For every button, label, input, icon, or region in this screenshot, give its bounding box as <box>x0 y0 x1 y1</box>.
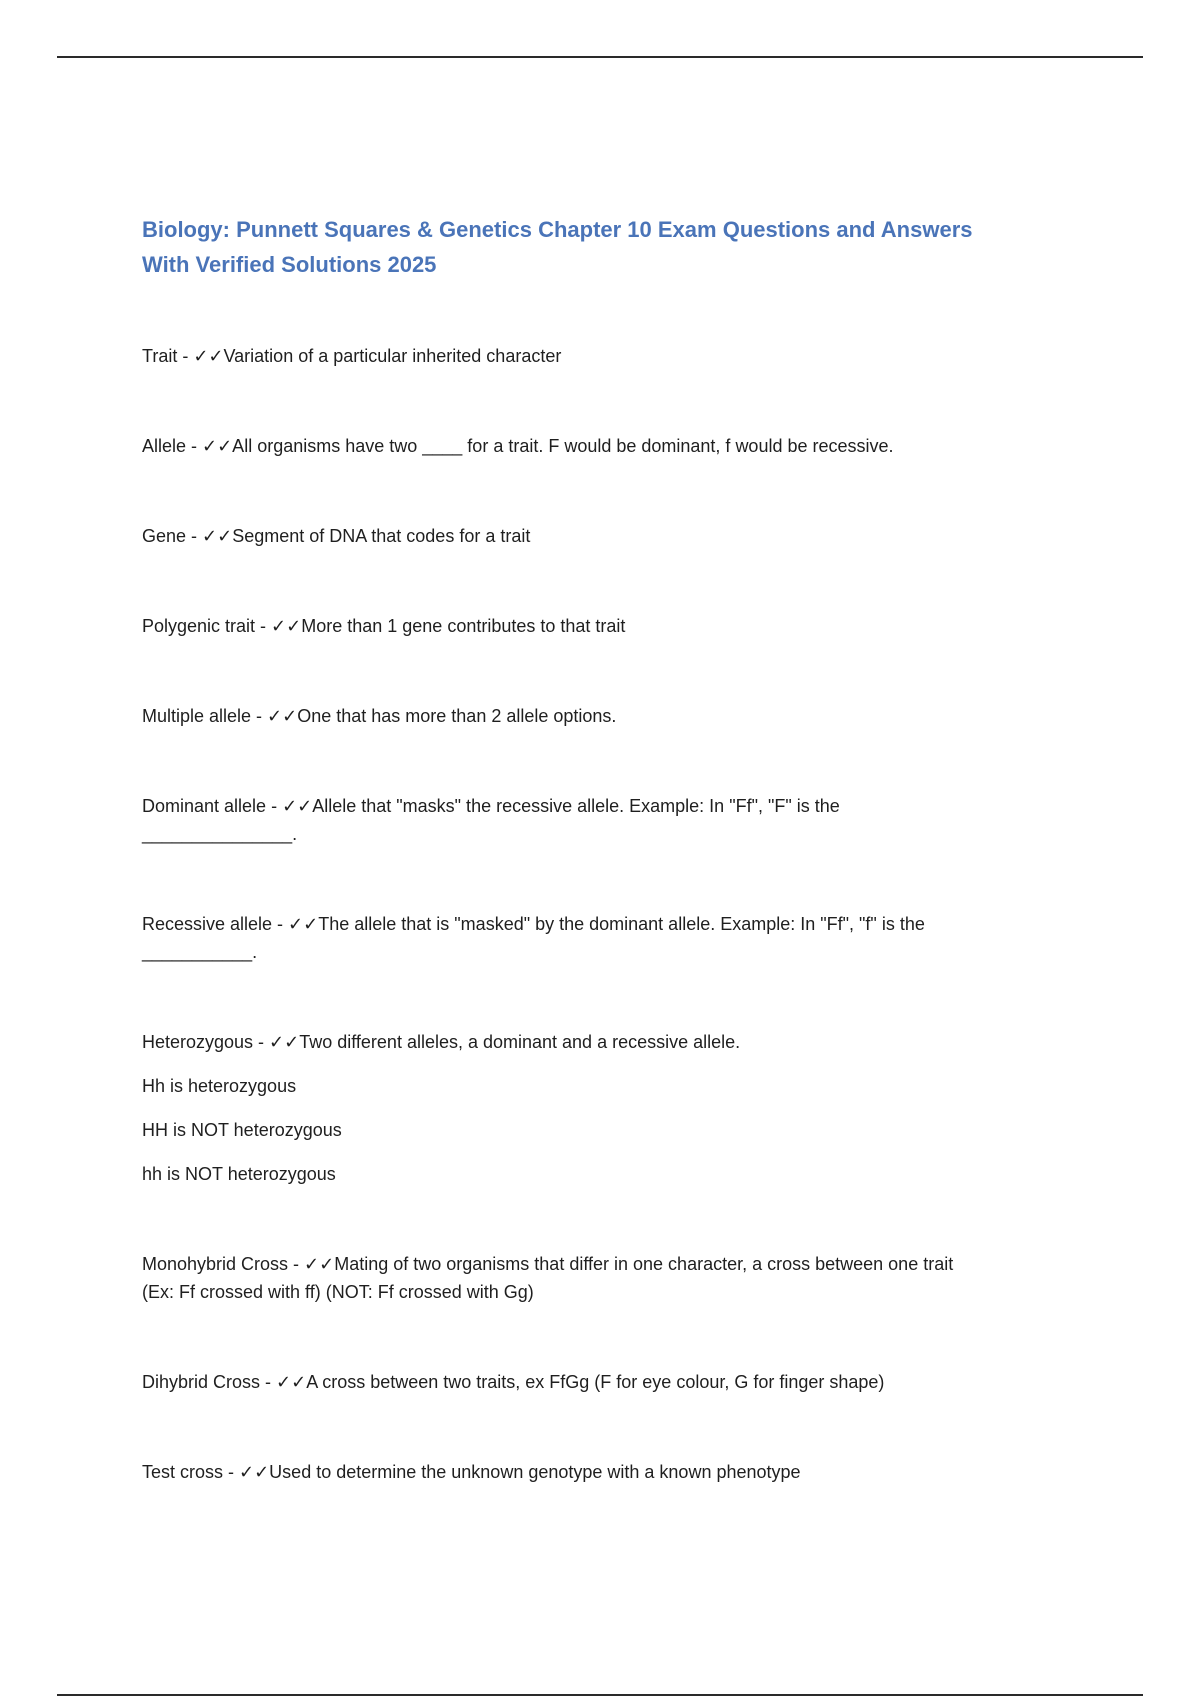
title-line-1: Biology: Punnett Squares & Genetics Chapter 10 Exam Questions and Answers <box>142 217 973 242</box>
qa-text-continued: _______________. <box>142 824 298 844</box>
qa-entry-gene <box>142 522 1072 550</box>
qa-text: Heterozygous - ✓✓Two different alleles, a dominant and a recessive allele. <box>142 1032 741 1052</box>
qa-text-continued: ___________. <box>142 942 258 962</box>
qa-text-continued: (Ex: Ff crossed with ff) (NOT: Ff crossed with Gg) <box>142 1282 534 1302</box>
qa-text: Allele - ✓✓All organisms have two ____ for a trait. F would be dominant, f would be recessive. <box>142 436 894 456</box>
qa-text: Trait - ✓✓Variation of a particular inherited character <box>142 346 562 366</box>
title-line-2: With Verified Solutions 2025 <box>142 252 437 277</box>
qa-example-line: Hh is heterozygous <box>142 1076 297 1096</box>
qa-entry-monohybrid-cross <box>142 1250 1072 1306</box>
qa-text: Monohybrid Cross - ✓✓Mating of two organisms that differ in one character, a cross between one trait <box>142 1254 954 1274</box>
bottom-rule <box>57 1694 1143 1696</box>
document-content <box>142 212 1072 1486</box>
qa-entry-heterozygous <box>142 1028 1072 1188</box>
qa-entry-test-cross <box>142 1458 1072 1486</box>
qa-example-line: HH is NOT heterozygous <box>142 1120 342 1140</box>
qa-entry-multiple-allele <box>142 702 1072 730</box>
qa-text: Test cross - ✓✓Used to determine the unknown genotype with a known phenotype <box>142 1462 801 1482</box>
qa-list <box>142 342 1072 1486</box>
qa-text: Dominant allele - ✓✓Allele that "masks" the recessive allele. Example: In "Ff", "F" is the <box>142 796 840 816</box>
document-title <box>142 212 1072 282</box>
qa-entry-allele <box>142 432 1072 460</box>
qa-example-line: hh is NOT heterozygous <box>142 1164 336 1184</box>
qa-entry-dominant-allele <box>142 792 1072 848</box>
qa-text: Multiple allele - ✓✓One that has more than 2 allele options. <box>142 706 617 726</box>
qa-text: Polygenic trait - ✓✓More than 1 gene contributes to that trait <box>142 616 626 636</box>
qa-entry-recessive-allele <box>142 910 1072 966</box>
qa-text: Dihybrid Cross - ✓✓A cross between two traits, ex FfGg (F for eye colour, G for finger shape) <box>142 1372 885 1392</box>
qa-entry-dihybrid-cross <box>142 1368 1072 1396</box>
qa-text: Gene - ✓✓Segment of DNA that codes for a trait <box>142 526 531 546</box>
qa-text: Recessive allele - ✓✓The allele that is "masked" by the dominant allele. Example: In "Ff", "f" is the <box>142 914 925 934</box>
qa-entry-polygenic-trait <box>142 612 1072 640</box>
qa-entry-trait <box>142 342 1072 370</box>
top-rule <box>57 56 1143 58</box>
